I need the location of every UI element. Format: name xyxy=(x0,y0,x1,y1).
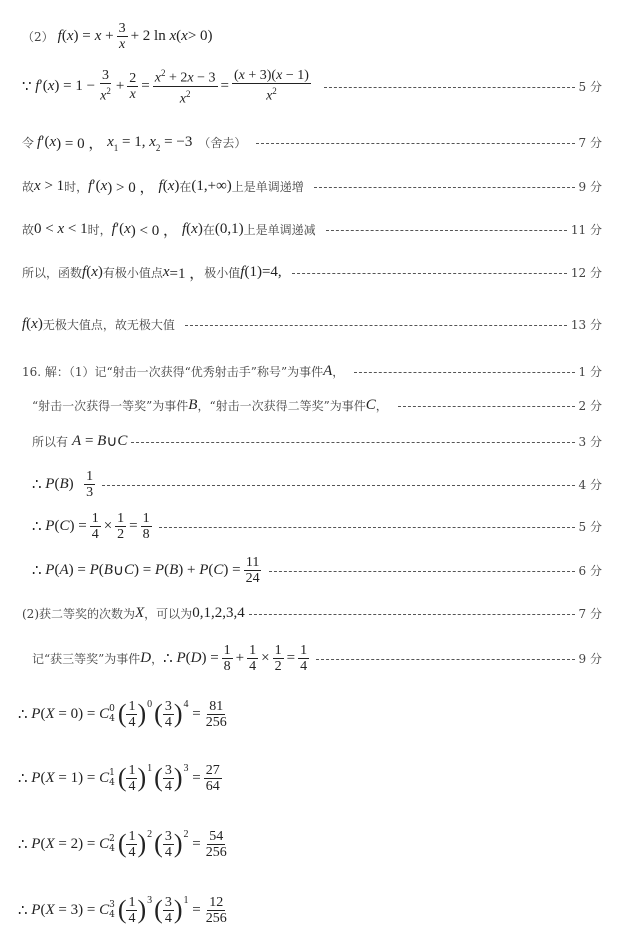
score-label: 3 分 xyxy=(578,434,602,449)
dash-leader xyxy=(316,659,574,660)
line-15: 记“获三等奖”为事件 D ， ∴ P ( D ) = $\frac{1}{8}$ + $\frac{1}{4}$ × $\frac{1}{2}$ = $\frac{1}{4}$ 9 分 xyxy=(32,642,602,674)
line-2: ∵ f ′( x ) = 1 − $\frac{3}{x^2}$ + $\frac{2}{x}$ = $\frac{x^2 + 2x - 3}{x^2}$ = $\frac{(x + 3)(x - 1)}{x^2}$ 5 分 xyxy=(22,67,602,107)
line-10: 所以有 A = B ∪ C 3 分 xyxy=(32,432,602,450)
line-19: ∴ P ( X = 3) = C 3 4 ( $\frac{1}{4}$ ) 3 ( $\frac{3}{4}$ ) 1 = $\frac{12}{256}$ xyxy=(18,894,227,926)
score-label: 9 分 xyxy=(578,651,602,666)
line-9: “射击一次获得一等奖”为事件 B ，“射击一次获得二等奖”为事件 C ， 2 分 xyxy=(32,396,602,413)
line-13: ∴ P ( A ) = P ( B ∪ C ) = P ( B ) + P ( C ) = $\frac{11}{24}$ 6 分 xyxy=(32,554,602,586)
dash-leader xyxy=(185,325,567,326)
dash-leader xyxy=(256,143,574,144)
score-label: 9 分 xyxy=(578,179,602,194)
line-17: ∴ P ( X = 1) = C 1 4 ( $\frac{1}{4}$ ) 1 ( $\frac{3}{4}$ ) 3 = $\frac{27}{64}$ xyxy=(18,762,220,794)
line-4: 故 x > 1 时， f ′( x ) > 0 ， f ( x ) 在 (1,+∞) 上是单调递增 9 分 xyxy=(22,177,602,196)
score-label: 7 分 xyxy=(578,606,602,621)
line-11: ∴ P ( B ) $\frac{1}{3}$ 4 分 xyxy=(32,468,602,500)
line-5: 故 0 < x < 1 时， f ′( x ) < 0 ， f ( x ) 在 (0,1) 上是单调递减 11 分 xyxy=(22,220,602,239)
line-12: ∴ P ( C ) = $\frac{1}{4}$ × $\frac{1}{2}$ = $\frac{1}{8}$ 5 分 xyxy=(32,510,602,542)
dash-leader xyxy=(269,571,575,572)
line-18: ∴ P ( X = 2) = C 2 4 ( $\frac{1}{4}$ ) 2 ( $\frac{3}{4}$ ) 2 = $\frac{54}{256}$ xyxy=(18,828,227,860)
score-label: 7 分 xyxy=(578,135,602,150)
line-3: 令 f ′( x ) = 0 ， x 1 = 1, x 2 = −3 （舍去） 7 分 xyxy=(22,133,602,153)
score-label: 1 分 xyxy=(578,364,602,379)
dash-leader xyxy=(324,87,575,88)
score-label: 6 分 xyxy=(578,563,602,578)
dash-leader xyxy=(102,485,574,486)
score-label: 5 分 xyxy=(578,79,602,94)
dash-leader xyxy=(131,442,574,443)
dash-leader xyxy=(326,230,567,231)
dash-leader xyxy=(292,273,567,274)
dash-leader xyxy=(354,372,574,373)
dash-leader xyxy=(249,614,575,615)
line-7: f ( x ) 无极大值点，故无极大值 13 分 xyxy=(22,315,602,332)
score-label: 5 分 xyxy=(578,519,602,534)
line-1: （2） f ( x ) = x + $\frac{3}{x}$ + 2 ln x ( x > 0) xyxy=(22,20,213,52)
line-8: 16. 解：（1）记“射击一次获得“优秀射击手”称号”为事件 A ， 1 分 xyxy=(22,362,602,379)
score-label: 4 分 xyxy=(578,477,602,492)
line-6: 所以，函数 f ( x ) 有极小值点 x =1 ， 极小值 f (1)=4, 12 分 xyxy=(22,263,602,282)
dash-leader xyxy=(398,406,575,407)
score-label: 13 分 xyxy=(570,317,602,332)
dash-leader xyxy=(314,187,575,188)
score-label: 12 分 xyxy=(570,265,602,280)
line-14: (2)获二等奖的次数为 X ，可以为 0,1,2,3,4 7 分 xyxy=(22,604,602,621)
score-label: 11 分 xyxy=(570,222,602,237)
dash-leader xyxy=(159,527,575,528)
score-label: 2 分 xyxy=(578,398,602,413)
line-16: ∴ P ( X = 0) = C 0 4 ( $\frac{1}{4}$ ) 0 ( $\frac{3}{4}$ ) 4 = $\frac{81}{256}$ xyxy=(18,698,227,730)
